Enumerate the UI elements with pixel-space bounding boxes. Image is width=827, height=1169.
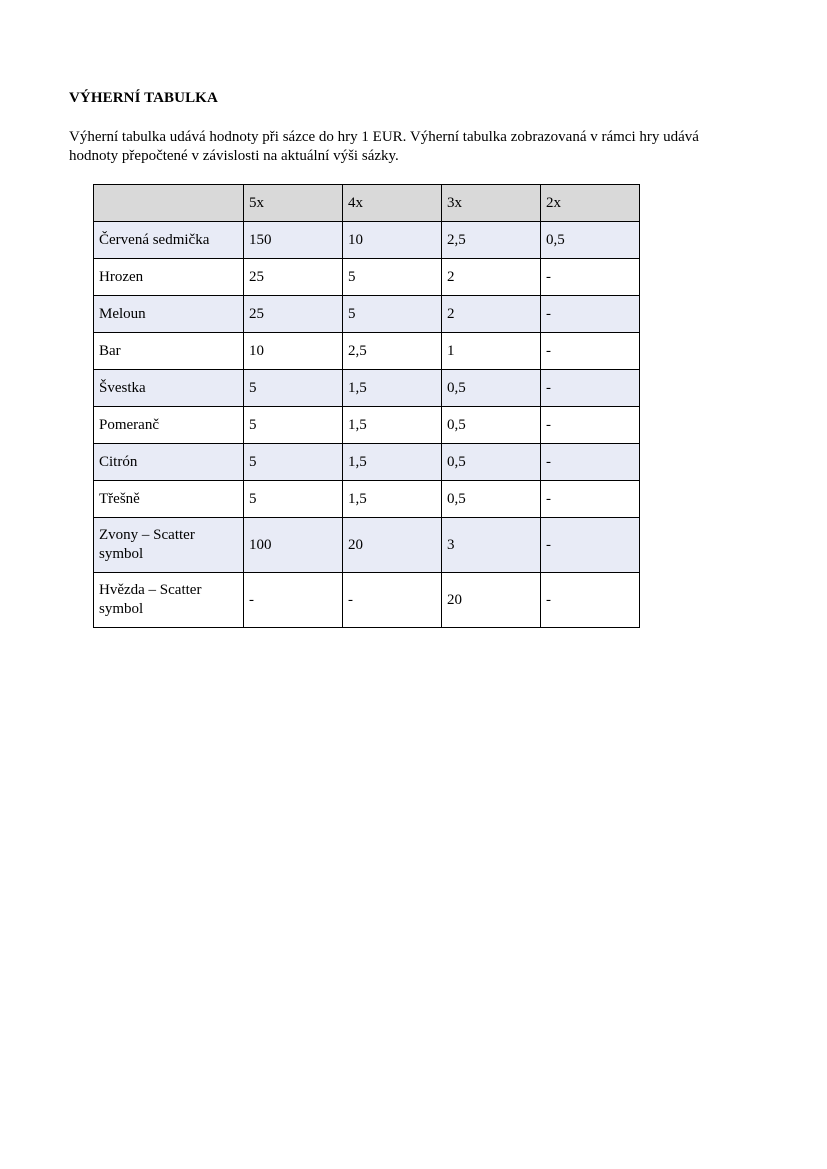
value-5x: 5 [244, 407, 343, 444]
value-5x: 100 [244, 518, 343, 573]
value-2x: 0,5 [541, 222, 640, 259]
value-5x: 25 [244, 259, 343, 296]
table-row [94, 481, 640, 518]
header-cell-blank [94, 185, 244, 222]
value-5x: 25 [244, 296, 343, 333]
value-3x: 1 [442, 333, 541, 370]
value-3x: 2,5 [442, 222, 541, 259]
header-cell-5x: 5x [244, 185, 343, 222]
value-2x: - [541, 444, 640, 481]
value-3x: 2 [442, 296, 541, 333]
table-row [94, 333, 640, 370]
symbol-name: Třešně [94, 481, 244, 518]
symbol-name: Bar [94, 333, 244, 370]
value-5x: 10 [244, 333, 343, 370]
table-row [94, 573, 640, 628]
symbol-name: Citrón [94, 444, 244, 481]
value-3x: 0,5 [442, 481, 541, 518]
value-3x: 0,5 [442, 407, 541, 444]
intro-paragraph: Výherní tabulka udává hodnoty při sázce do hry 1 EUR. Výherní tabulka zobrazovaná v rámci hry udává hodnoty přepočtené v závislosti na aktuální výši sázky. [69, 129, 699, 164]
value-3x: 0,5 [442, 444, 541, 481]
symbol-name: Hrozen [94, 259, 244, 296]
table-row [94, 370, 640, 407]
value-5x: 5 [244, 481, 343, 518]
symbol-name: Švestka [94, 370, 244, 407]
value-4x: 1,5 [343, 370, 442, 407]
table-row [94, 444, 640, 481]
value-4x: 5 [343, 259, 442, 296]
value-2x: - [541, 481, 640, 518]
header-cell-4x: 4x [343, 185, 442, 222]
table-row [94, 407, 640, 444]
value-4x: 1,5 [343, 481, 442, 518]
value-4x: 20 [343, 518, 442, 573]
table-header-row [94, 185, 640, 222]
header-cell-2x: 2x [541, 185, 640, 222]
value-5x: - [244, 573, 343, 628]
header-cell-3x: 3x [442, 185, 541, 222]
value-4x: 1,5 [343, 407, 442, 444]
value-2x: - [541, 333, 640, 370]
table-row [94, 222, 640, 259]
value-4x: 5 [343, 296, 442, 333]
value-4x: 10 [343, 222, 442, 259]
value-2x: - [541, 407, 640, 444]
value-2x: - [541, 370, 640, 407]
value-5x: 5 [244, 370, 343, 407]
value-3x: 20 [442, 573, 541, 628]
value-4x: 1,5 [343, 444, 442, 481]
value-5x: 5 [244, 444, 343, 481]
value-2x: - [541, 573, 640, 628]
value-4x: 2,5 [343, 333, 442, 370]
value-3x: 0,5 [442, 370, 541, 407]
value-4x: - [343, 573, 442, 628]
symbol-name: Pomeranč [94, 407, 244, 444]
value-3x: 3 [442, 518, 541, 573]
value-5x: 150 [244, 222, 343, 259]
symbol-name: Meloun [94, 296, 244, 333]
paytable [93, 184, 640, 628]
value-2x: - [541, 259, 640, 296]
value-2x: - [541, 296, 640, 333]
table-row [94, 518, 640, 573]
symbol-name: Červená sedmička [94, 222, 244, 259]
value-2x: - [541, 518, 640, 573]
table-row [94, 259, 640, 296]
symbol-name: Hvězda – Scatter symbol [94, 573, 244, 628]
page-title: VÝHERNÍ TABULKA [69, 90, 218, 106]
value-3x: 2 [442, 259, 541, 296]
table-row [94, 296, 640, 333]
symbol-name: Zvony – Scatter symbol [94, 518, 244, 573]
